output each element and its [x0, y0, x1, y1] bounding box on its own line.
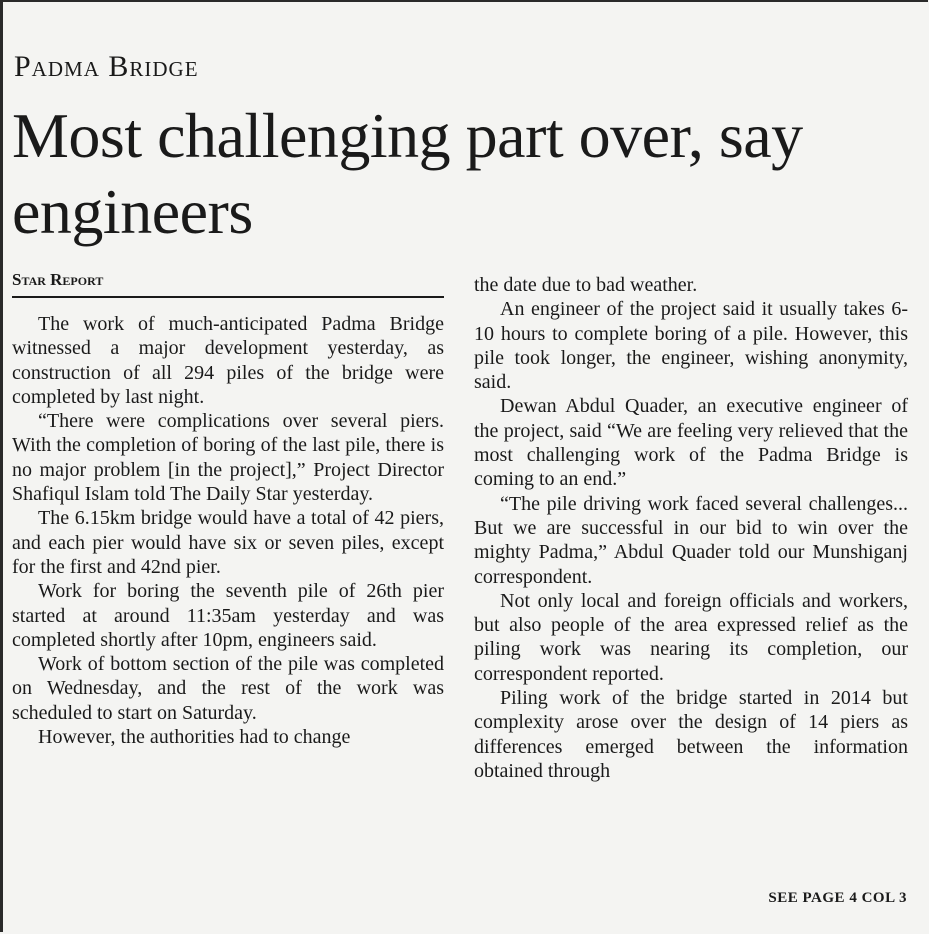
byline-rule — [12, 296, 444, 298]
paragraph: Not only local and foreign officials and workers, but also people of the area expressed relief as the piling work was nearing its completion, our correspondent reported. — [474, 589, 908, 685]
paragraph: The work of much-anticipated Padma Bridge witnessed a major development yesterday, as construction of all 294 piles of the bridge were completed by last night. — [12, 313, 444, 408]
paragraph: Work for boring the seventh pile of 26th pier started at around 11:35am yesterday and was completed shortly after 10pm, engineers said. — [12, 580, 444, 651]
paragraph: The 6.15km bridge would have a total of 42 piers, and each pier would have six or seven piles, except for the first and 42nd pier. — [12, 507, 444, 578]
continuation-jump-line: SEE PAGE 4 COL 3 — [768, 890, 907, 906]
paragraph: the date due to bad weather. — [474, 274, 698, 296]
paragraph: An engineer of the project said it usually takes 6-10 hours to complete boring of a pile. However, this pile took longer, the engineer, wishing anonymity, said. — [474, 298, 908, 394]
headline: Most challenging part over, say engineers — [12, 100, 803, 247]
byline: Star Report — [12, 270, 104, 289]
article-column-2 — [474, 273, 908, 783]
paragraph: “The pile driving work faced several challenges... But we are successful in our bid to win over the mighty Padma,” Abdul Quader told our Munshiganj correspondent. — [474, 492, 908, 588]
paragraph: “There were complications over several piers. With the completion of boring of the last pile, there is no major problem [in the project],” Project Director Shafiqul Islam told The Daily Star yesterday. — [12, 410, 444, 506]
article-column-1 — [12, 312, 444, 749]
paragraph: Dewan Abdul Quader, an executive engineer of the project, said “We are feeling very relieved that the most challenging work of the Padma Bridge is coming to an end.” — [474, 395, 908, 491]
section-kicker: Padma Bridge — [14, 50, 199, 83]
paragraph: Piling work of the bridge started in 2014 but complexity arose over the design of 14 piers as differences emerged between the information obtained through — [474, 687, 908, 782]
paragraph: Work of bottom section of the pile was completed on Wednesday, and the rest of the work was scheduled to start on Saturday. — [12, 653, 444, 724]
paragraph: However, the authorities had to change — [38, 726, 351, 749]
